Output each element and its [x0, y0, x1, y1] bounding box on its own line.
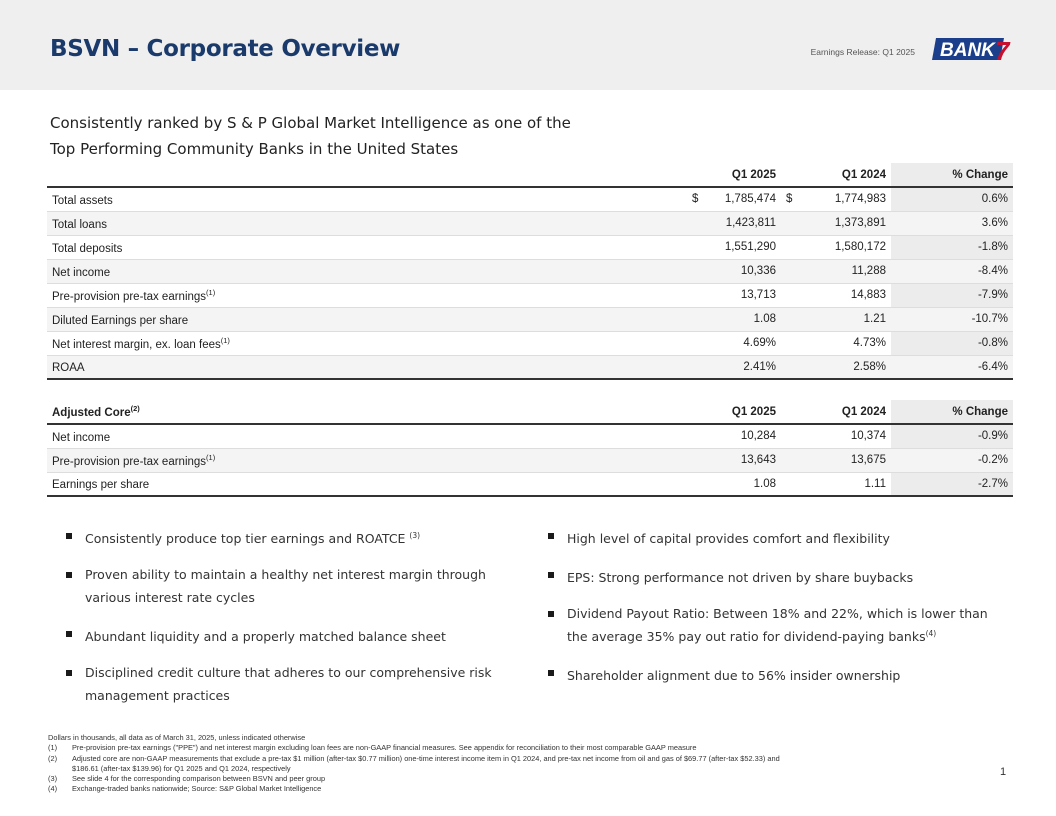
- spacer: [687, 448, 705, 472]
- row-label: Total assets: [47, 187, 687, 211]
- footnote: (1) Pre-provision pre-tax earnings ("PPE") and net interest margin excluding loan fees are non-GAAP financial measures. See appendix for reconciliation to their most comparable GAAP measure: [48, 743, 697, 753]
- row-label: Total deposits: [47, 235, 687, 259]
- value-q1-2024: 1.21: [799, 307, 891, 331]
- logo-accent: 7: [995, 36, 1010, 63]
- spacer: [781, 448, 799, 472]
- table-header-row: [47, 400, 1013, 424]
- footnote-continued: $186.61 (after-tax $139.96) for Q1 2025 and Q1 2024, respectively: [72, 763, 291, 773]
- value-change: -0.9%: [891, 424, 1013, 448]
- table-row: [47, 187, 1013, 211]
- col-header-change: % Change: [891, 163, 1013, 187]
- value-change: 3.6%: [891, 211, 1013, 235]
- col-header-q1-2025: Q1 2025: [705, 400, 781, 424]
- bullet-item: Abundant liquidity and a properly matched balance sheet: [57, 624, 507, 647]
- row-label: Net income: [47, 424, 687, 448]
- currency-symbol: [687, 235, 705, 259]
- currency-symbol: $: [687, 187, 705, 211]
- currency-symbol: [687, 283, 705, 307]
- col-header-q1-2025: Q1 2025: [705, 163, 781, 187]
- page-number: 1: [1000, 766, 1007, 778]
- table-row: [47, 235, 1013, 259]
- value-q1-2024: 14,883: [799, 283, 891, 307]
- bank7-logo: [932, 33, 1014, 63]
- col-header-q1-2024: Q1 2024: [799, 400, 891, 424]
- value-q1-2024: 1,774,983: [799, 187, 891, 211]
- value-change: -7.9%: [891, 283, 1013, 307]
- currency-symbol: [781, 235, 799, 259]
- value-q1-2025: 13,643: [705, 448, 781, 472]
- currency-symbol: [687, 259, 705, 283]
- value-q1-2024: 2.58%: [799, 355, 891, 379]
- bullet-item: Dividend Payout Ratio: Between 18% and 22%, which is lower than the average 35% pay out ratio for dividend-paying banks$^{(4)}$: [539, 604, 989, 647]
- bullet-list-left: [57, 526, 507, 723]
- value-q1-2024: 1,373,891: [799, 211, 891, 235]
- subtitle: [50, 110, 571, 162]
- value-q1-2024: 1,580,172: [799, 235, 891, 259]
- table-row: [47, 283, 1013, 307]
- currency-symbol: [781, 355, 799, 379]
- subtitle-line-1: Consistently ranked by S & P Global Market Intelligence as one of the: [50, 114, 571, 132]
- spacer: [687, 424, 705, 448]
- table-row: [47, 331, 1013, 355]
- value-q1-2024: 10,374: [799, 424, 891, 448]
- currency-symbol: [781, 307, 799, 331]
- footnotes: [48, 733, 998, 795]
- value-q1-2025: 2.41%: [705, 355, 781, 379]
- value-q1-2025: 1,785,474: [705, 187, 781, 211]
- footnote: (2) Adjusted core are non-GAAP measurements that exclude a pre-tax $1 million (after-tax $0.77 million) one-time interest income item in Q1 2024, and pre-tax net income from oil and gas of $69.77 (after-tax $52.33) and: [48, 753, 780, 763]
- footnote-intro: Dollars in thousands, all data as of March 31, 2025, unless indicated otherwise: [48, 733, 306, 742]
- value-q1-2024: 4.73%: [799, 331, 891, 355]
- value-change: -10.7%: [891, 307, 1013, 331]
- value-change: -0.8%: [891, 331, 1013, 355]
- spacer: [687, 472, 705, 496]
- value-q1-2025: 10,336: [705, 259, 781, 283]
- bullet-item: High level of capital provides comfort and flexibility: [539, 526, 989, 549]
- value-q1-2024: 1.11: [799, 472, 891, 496]
- value-q1-2024: 11,288: [799, 259, 891, 283]
- value-q1-2025: 1,551,290: [705, 235, 781, 259]
- row-label: Net income: [47, 259, 687, 283]
- bullet-item: Shareholder alignment due to 56% insider ownership: [539, 663, 989, 686]
- value-q1-2025: 10,284: [705, 424, 781, 448]
- value-q1-2025: 1.08: [705, 472, 781, 496]
- row-label: ROAA: [47, 355, 687, 379]
- spacer: [781, 424, 799, 448]
- value-change: -6.4%: [891, 355, 1013, 379]
- table-row: [47, 259, 1013, 283]
- row-label: Pre-provision pre-tax earnings$^{(1)}$: [47, 448, 687, 472]
- page-title: BSVN – Corporate Overview: [50, 36, 401, 62]
- currency-symbol: [687, 355, 705, 379]
- table-row: [47, 307, 1013, 331]
- footnote: (4) Exchange-traded banks nationwide; Source: S&P Global Market Intelligence: [48, 784, 322, 794]
- table-row: [47, 211, 1013, 235]
- value-change: -2.7%: [891, 472, 1013, 496]
- row-label: Diluted Earnings per share: [47, 307, 687, 331]
- value-change: -1.8%: [891, 235, 1013, 259]
- adjusted-core-title: Adjusted Core$^{(2)}$: [47, 400, 687, 424]
- value-q1-2025: 1.08: [705, 307, 781, 331]
- row-label: Pre-provision pre-tax earnings$^{(1)}$: [47, 283, 687, 307]
- spacer: [781, 472, 799, 496]
- bullet-list-right: [539, 526, 989, 703]
- value-change: 0.6%: [891, 187, 1013, 211]
- row-label: Total loans: [47, 211, 687, 235]
- row-label: Net interest margin, ex. loan fees$^{(1)}$: [47, 331, 687, 355]
- currency-symbol: [687, 307, 705, 331]
- row-label: Earnings per share: [47, 472, 687, 496]
- release-label: Earnings Release: Q1 2025: [810, 47, 915, 57]
- bullet-item: Proven ability to maintain a healthy net interest margin through various interest rate cycles: [57, 565, 507, 608]
- footnote: (3) See slide 4 for the corresponding comparison between BSVN and peer group: [48, 774, 326, 784]
- value-change: -8.4%: [891, 259, 1013, 283]
- currency-symbol: $: [781, 187, 799, 211]
- adjusted-core-table: [47, 400, 1013, 497]
- table-row: [47, 472, 1013, 496]
- value-q1-2025: 13,713: [705, 283, 781, 307]
- table-row: [47, 448, 1013, 472]
- value-q1-2024: 13,675: [799, 448, 891, 472]
- currency-symbol: [687, 211, 705, 235]
- currency-symbol: [687, 331, 705, 355]
- col-header-q1-2024: Q1 2024: [799, 163, 891, 187]
- table-row: [47, 424, 1013, 448]
- currency-symbol: [781, 259, 799, 283]
- bullet-item: Consistently produce top tier earnings and ROATCE $^{(3)}$: [57, 526, 507, 549]
- currency-symbol: [781, 283, 799, 307]
- bullet-item: Disciplined credit culture that adheres to our comprehensive risk management practices: [57, 663, 507, 706]
- financial-summary-table: [47, 163, 1013, 380]
- table-header-row: [47, 163, 1013, 187]
- value-q1-2025: 1,423,811: [705, 211, 781, 235]
- table-row: [47, 355, 1013, 379]
- value-q1-2025: 4.69%: [705, 331, 781, 355]
- col-header-change: % Change: [891, 400, 1013, 424]
- subtitle-line-2: Top Performing Community Banks in the United States: [50, 140, 459, 158]
- value-change: -0.2%: [891, 448, 1013, 472]
- currency-symbol: [781, 211, 799, 235]
- currency-symbol: [781, 331, 799, 355]
- logo-text: BANK: [940, 40, 995, 61]
- bullet-item: EPS: Strong performance not driven by share buybacks: [539, 565, 989, 588]
